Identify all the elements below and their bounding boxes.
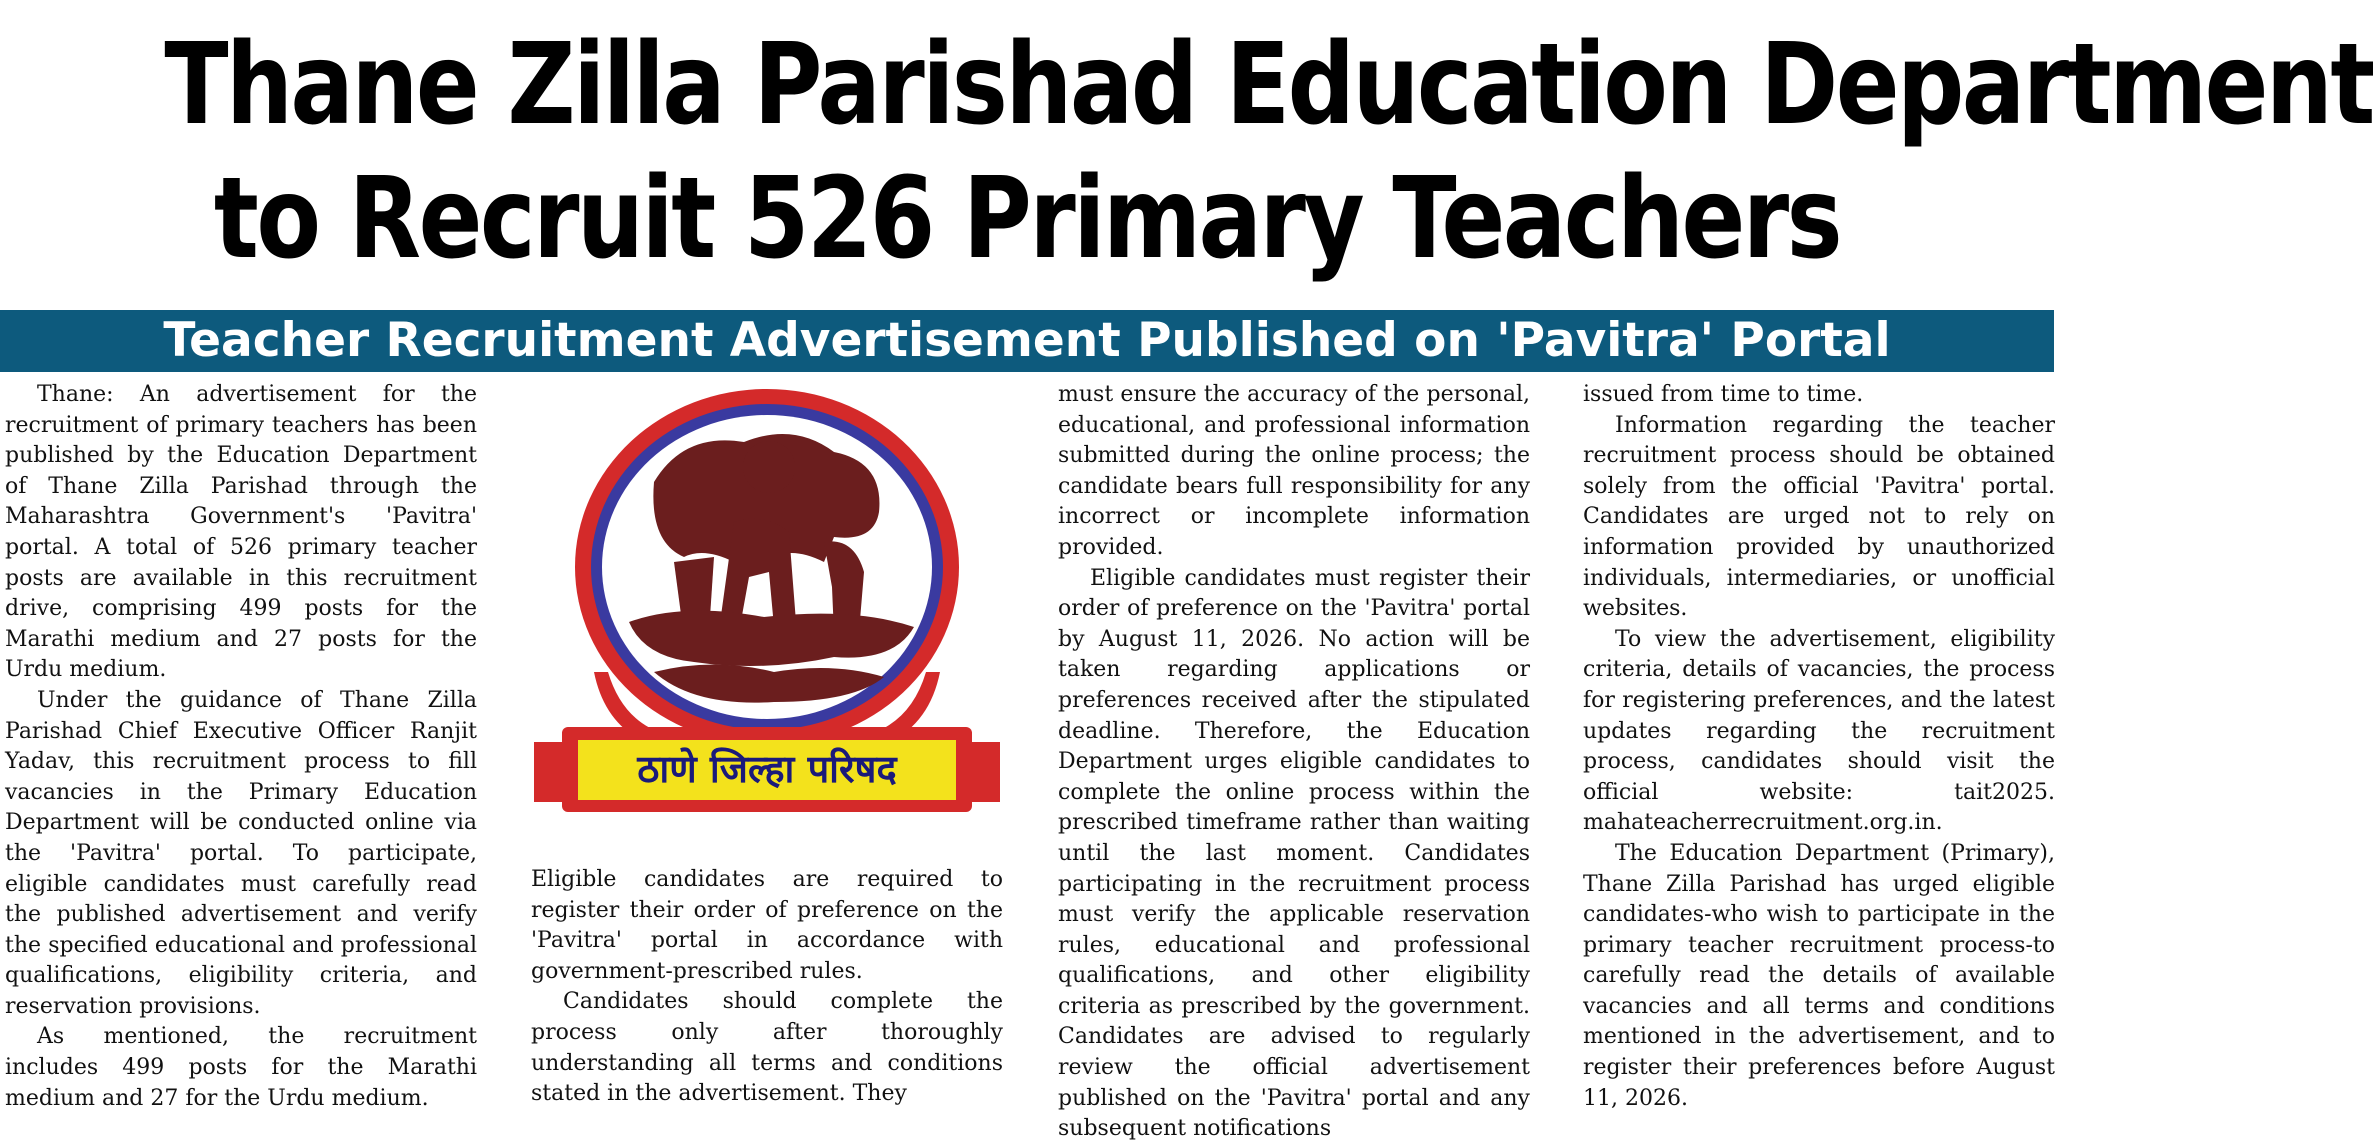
zilla-parishad-emblem-icon — [534, 372, 1000, 822]
article-column-2 — [531, 865, 1003, 1110]
article-column-1 — [5, 380, 477, 1110]
paragraph: To view the advertisement, eligibility criteria, details of vacancies, the process for registering preferences, and the latest updates regarding the recruitment process, candidates should visit the official website: tait2025. mahateacherrecruitment.org.in. — [1583, 626, 2055, 836]
paragraph: Candidates should complete the process only after thoroughly understanding all terms and conditions stated in the advertisement. They — [531, 989, 1003, 1107]
paragraph: As mentioned, the recruitment includes 499 posts for the Marathi medium and 27 for the Urdu medium. — [5, 1024, 477, 1111]
article-column-3 — [1058, 380, 1530, 1142]
subheadline-banner: Teacher Recruitment Advertisement Published on 'Pavitra' Portal — [0, 310, 2054, 372]
emblem-banner-text: ठाणे जिल्हा परिषद — [637, 747, 897, 791]
headline-line-2: to Recruit 526 Primary Teachers — [213, 154, 1841, 284]
headline — [164, 18, 2373, 286]
paragraph: Under the guidance of Thane Zilla Parishad Chief Executive Officer Ranjit Yadav, this recruitment process to fill vacancies in the Primary Education Department will be conducted online via the 'Pavitra' portal. To participate, eligible candidates must carefully read the published advertisement and verify the specified educational and professional qualifications, eligibility criteria, and reservation provisions. — [5, 687, 477, 1019]
paragraph: The Education Department (Primary), Thane Zilla Parishad has urged eligible candidates-who wish to participate in the primary teacher recruitment process-to carefully read the details of available vacancies and all terms and conditions mentioned in the advertisement, and to register their preferences before August 11, 2026. — [1583, 840, 2055, 1111]
paragraph: Information regarding the teacher recruitment process should be obtained solely from the official 'Pavitra' portal. Candidates are urged not to rely on information provided by unauthorized individuals, intermediaries, or unofficial websites. — [1583, 412, 2055, 622]
article-column-4 — [1583, 380, 2055, 1110]
paragraph: must ensure the accuracy of the personal, educational, and professional information submitted during the online process; the candidate bears full responsibility for any incorrect or incomplete information provided. — [1058, 382, 1530, 560]
paragraph: issued from time to time. — [1583, 382, 1864, 407]
paragraph: Eligible candidates are required to register their order of preference on the 'Pavitra' portal in accordance with government-prescribed rules. — [531, 867, 1003, 984]
headline-line-1: Thane Zilla Parishad Education Department — [164, 20, 2373, 150]
paragraph: Thane: An advertisement for the recruitment of primary teachers has been published by the Education Department of Thane Zilla Parishad through the Maharashtra Government's 'Pavitra' portal. A total of 526 primary teacher posts are available in this recruitment drive, comprising 499 posts for the Marathi medium and 27 posts for the Urdu medium. — [5, 382, 477, 683]
paragraph: Eligible candidates must register their order of preference on the 'Pavitra' portal by August 11, 2026. No action will be taken regarding applications or preferences received after the stipulated deadline. Therefore, the Education Department urges eligible candidates to complete the online process within the prescribed timeframe rather than waiting until the last moment. Candidates participating in the recruitment process must verify the applicable reservation rules, educational and professional qualifications, and other eligibility criteria as prescribed by the government. Candidates are advised to regularly review the official advertisement published on the 'Pavitra' portal and any subsequent notifications — [1058, 565, 1530, 1142]
